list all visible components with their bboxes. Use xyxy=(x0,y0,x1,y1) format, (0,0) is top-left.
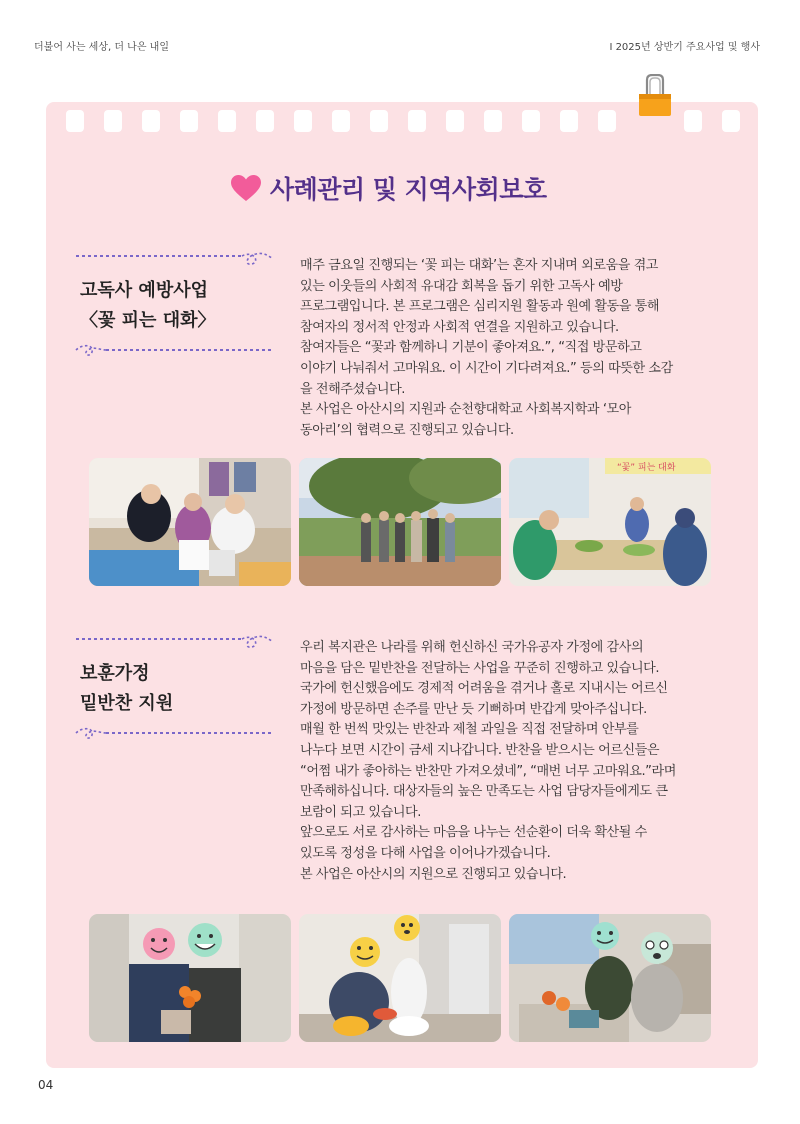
body-text-line: 국가에 헌신했음에도 경제적 어려움을 겪거나 홀로 지내시는 어르신 xyxy=(300,681,668,697)
punch-hole xyxy=(180,110,198,132)
body-text-line: 있도록 정성을 다해 사업을 이어나가겠습니다. xyxy=(300,845,551,861)
heart-icon xyxy=(230,174,262,202)
punch-hole xyxy=(66,110,84,132)
running-header-right: I 2025년 상반기 주요사업 및 행사 xyxy=(609,42,760,53)
section-body-text xyxy=(300,638,736,885)
body-text-line: “어쩜 내가 좋아하는 반찬만 가져오셨네”, “매번 너무 고마워요.”라며 xyxy=(300,763,676,779)
kitchen-preparation-photo xyxy=(299,914,501,1042)
section-label-text xyxy=(74,276,274,336)
body-text-line: 동아리’의 협력으로 진행되고 있습니다. xyxy=(300,422,514,438)
dotted-line-ornament xyxy=(74,723,274,745)
punch-hole xyxy=(408,110,426,132)
body-text-line: 이야기 나눠줘서 고마워요. 이 시간이 기다려져요.” 등의 따뜻한 소감 xyxy=(300,360,673,376)
body-text-line: 매주 금요일 진행되는 ‘꽃 피는 대화’는 혼자 지내며 외로움을 겪고 xyxy=(300,258,658,273)
punch-hole xyxy=(684,110,702,132)
section-body-text xyxy=(300,256,736,441)
body-text-line: 있는 이웃들의 사회적 유대감 회복을 돕기 위한 고독사 예방 xyxy=(300,278,623,294)
section-label-line: 고독사 예방사업 xyxy=(80,280,208,301)
section-label-text xyxy=(74,659,274,719)
body-text-line: 가정에 방문하면 손주를 만난 듯 기뻐하며 반갑게 맞아주십니다. xyxy=(300,701,647,717)
dotted-line-ornament xyxy=(74,248,274,270)
page-title-text: 사례관리 및 지역사회보호 xyxy=(270,175,547,204)
side-dish-delivery-photo xyxy=(89,914,291,1042)
page-number: 04 xyxy=(38,1078,54,1092)
section-label-solitary-death-prevention xyxy=(74,248,274,362)
punch-hole xyxy=(142,110,160,132)
body-text-line: 을 전해주셨습니다. xyxy=(300,381,406,397)
punch-hole xyxy=(294,110,312,132)
dotted-line-ornament xyxy=(74,340,274,362)
body-text-line: 본 사업은 아산시의 지원으로 진행되고 있습니다. xyxy=(300,866,567,882)
binder-clip-icon xyxy=(637,74,673,118)
punch-hole xyxy=(522,110,540,132)
punch-hole xyxy=(446,110,464,132)
body-text-line: 본 사업은 아산시의 지원과 순천향대학교 사회복지학과 ‘모아 xyxy=(300,402,631,418)
page-title xyxy=(230,168,547,208)
flower-activity-photo xyxy=(509,458,711,586)
body-text-line: 보람이 되고 있습니다. xyxy=(300,804,421,820)
body-text-line: 나누다 보면 시간이 금세 지나갑니다. 반찬을 받으시는 어르신들은 xyxy=(300,742,660,758)
section-label-line: 밑반찬 지원 xyxy=(80,693,174,714)
body-text-line: 프로그램입니다. 본 프로그램은 심리지원 활동과 원예 활동을 통해 xyxy=(300,299,660,315)
body-text-line: 매월 한 번씩 맛있는 반찬과 제철 과일을 직접 전달하며 안부를 xyxy=(300,722,639,738)
punch-hole xyxy=(560,110,578,132)
section-label-line: 〈꽃 피는 대화〉 xyxy=(80,310,216,331)
punch-hole xyxy=(484,110,502,132)
running-header-left: 더불어 사는 세상, 더 나은 내일 xyxy=(34,42,169,53)
punch-hole xyxy=(332,110,350,132)
punch-hole xyxy=(104,110,122,132)
dotted-line-ornament xyxy=(74,631,274,653)
body-text-line: 앞으로도 서로 감사하는 마음을 나누는 선순환이 더욱 확산될 수 xyxy=(300,825,647,841)
activity-banner-text: “꽃” 피는 대화 xyxy=(617,463,676,473)
home-visit-photo xyxy=(509,914,711,1042)
section-label-veteran-side-dish xyxy=(74,631,274,745)
body-text-line: 우리 복지관은 나라를 위해 헌신하신 국가유공자 가정에 감사의 xyxy=(300,640,644,655)
body-text-line: 만족해하십니다. 대상자들의 높은 만족도는 사업 담당자들에게도 큰 xyxy=(300,784,668,800)
punch-hole xyxy=(218,110,236,132)
punch-hole xyxy=(722,110,740,132)
punch-hole xyxy=(598,110,616,132)
body-text-line: 참여자의 정서적 안정과 사회적 연결을 지원하고 있습니다. xyxy=(300,319,619,335)
body-text-line: 참여자들은 “꽃과 함께하니 기분이 좋아져요.”, “직접 방문하고 xyxy=(300,340,642,356)
section-label-line: 보훈가정 xyxy=(80,663,150,684)
punch-hole xyxy=(370,110,388,132)
body-text-line: 마음을 담은 밑반찬을 전달하는 사업을 꾸준히 진행하고 있습니다. xyxy=(300,660,660,676)
program-participants-photo xyxy=(89,458,291,586)
punch-hole xyxy=(256,110,274,132)
outdoor-group-photo xyxy=(299,458,501,586)
